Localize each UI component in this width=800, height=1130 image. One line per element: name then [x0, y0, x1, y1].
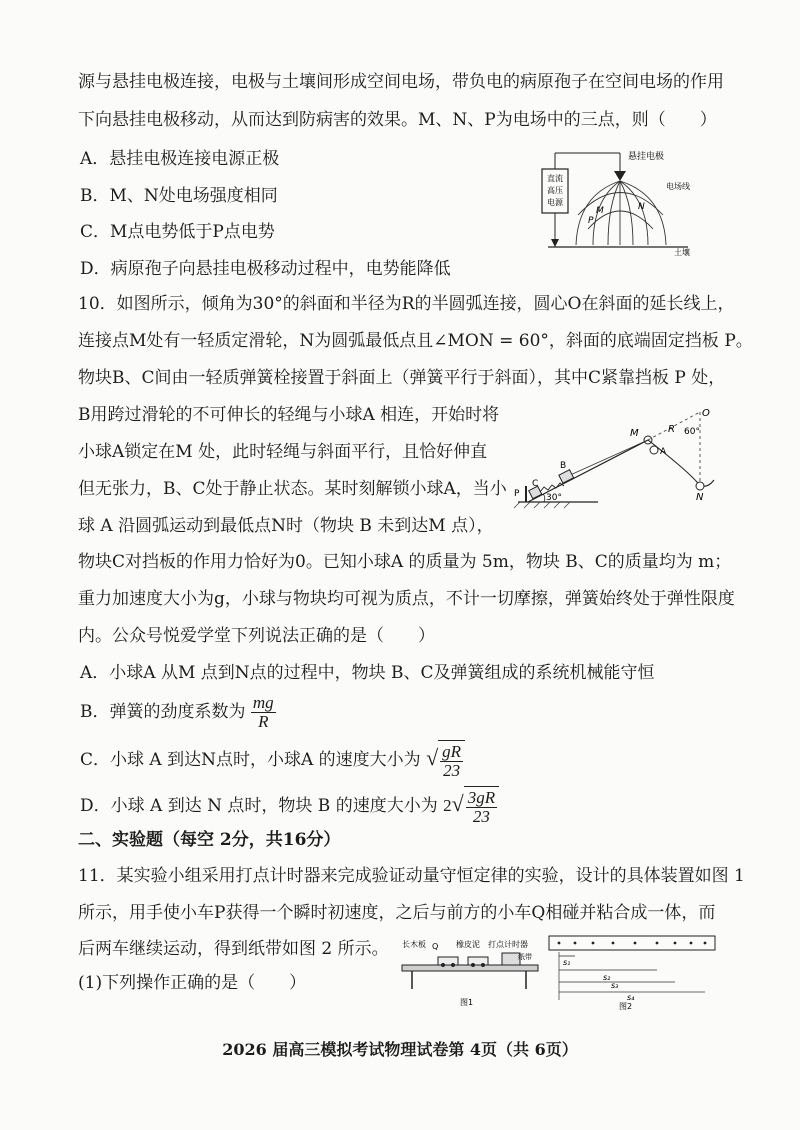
sqrt-icon: √ — [451, 791, 464, 816]
ball-a-label: A — [660, 447, 667, 457]
q11-line-1: 11．某实验小组采用打点计时器来完成验证动量守恒定律的实验，设计的具体装置如图 1 — [78, 866, 745, 886]
q10-line-7: 球 A 沿圆弧运动到最低点N时（物块 B 未到达M 点）， — [78, 516, 494, 536]
pulley-m-label: M — [630, 428, 639, 439]
center-o-label: O — [702, 408, 710, 419]
q10-line-9: 重力加速度大小为g，小球与物块均可视为质点，不计一切摩擦，弹簧始终处于弹性限度 — [78, 589, 735, 609]
q10-line-10: 内。公众号悦爱学堂下列说法正确的是（ ） — [78, 626, 435, 646]
q10-option-b — [80, 692, 276, 732]
s2-label: s₂ — [603, 973, 611, 982]
q10-option-d-fraction — [466, 789, 497, 826]
q10-line-4: B用跨过滑轮的不可伸长的轻绳与小球A 相连，开始时将 — [78, 405, 500, 425]
fraction-denominator: 23 — [472, 807, 490, 826]
block-b-label: B — [560, 461, 567, 471]
soil-label: 土壤 — [674, 248, 690, 257]
figure-1-caption: 图1 — [460, 998, 474, 1007]
q10-option-b-text: B．弹簧的劲度系数为 — [80, 702, 246, 722]
radius-r-label: R — [668, 424, 675, 435]
q9-line-1: 源与悬挂电极连接，电极与土壤间形成空间电场，带负电的病原孢子在空间电场的作用 — [78, 72, 724, 92]
page-footer: 2026 届高三模拟考试物理试卷第 4页（共 6页） — [222, 1040, 578, 1059]
point-p-label: P — [588, 216, 594, 226]
q10-option-b-fraction — [251, 694, 276, 731]
q10-option-d-text: D．小球 A 到达 N 点时，物块 B 的速度大小为 — [80, 796, 438, 816]
q10-line-3: 物块B、C间由一轻质弹簧栓接置于斜面上（弹簧平行于斜面），其中C紧靠挡板 P 处， — [78, 368, 726, 388]
q11-figure-2-tape — [545, 930, 725, 1010]
cart-q-label: Q — [432, 942, 439, 951]
q10-line-1: 10．如图所示，倾角为30°的斜面和半径为R的半圆弧连接，圆心O在斜面的延长线上， — [78, 294, 735, 314]
field-line-label: 电场线 — [666, 182, 690, 191]
barrier-p-label: P — [514, 489, 520, 499]
timer-label: 打点计时器 — [488, 940, 528, 949]
slope-angle-label: 30° — [546, 493, 562, 503]
point-n-label: N — [696, 492, 704, 503]
point-m-label: M — [596, 206, 604, 216]
s1-label: s₁ — [563, 958, 571, 967]
electrode-label: 悬挂电极 — [628, 152, 665, 162]
q10-line-8: 物块C对挡板的作用力恰好为0。已知小球A 的质量为 5m，物块 B、C的质量均为 m； — [78, 552, 732, 572]
q9-option-b: B．M、N处电场强度相同 — [80, 186, 278, 206]
q10-line-5: 小球A锁定在M 处，此时轻绳与斜面平行，且恰好伸直 — [78, 442, 488, 462]
block-c-label: C — [532, 479, 539, 489]
q10-incline-arc-figure — [508, 400, 718, 510]
q9-line-2: 下向悬挂电极移动，从而达到防病害的效果。M、N、P为电场中的三点，则（ ） — [78, 110, 717, 130]
s3-label: s₃ — [611, 981, 619, 990]
q11-figure-1-apparatus — [398, 935, 543, 1010]
section-2-heading: 二、实验题（每空 2分，共16分） — [78, 830, 341, 850]
tape-label: 纸带 — [518, 953, 532, 961]
source-label-2: 高压 — [547, 186, 563, 195]
clay-pad-label: 橡皮泥 — [456, 940, 480, 949]
fraction-numerator: mg — [252, 693, 274, 712]
q10-option-c-text: C．小球 A 到达N点时，小球A 的速度大小为 — [80, 750, 421, 770]
sqrt-icon: √ — [426, 745, 439, 770]
q11-line-2: 所示，用手使小车P获得一个瞬时初速度，之后与前方的小车Q相碰并粘合成一体，而 — [78, 903, 716, 923]
q10-option-c-fraction — [440, 743, 463, 780]
angle-60-label: 60° — [684, 427, 700, 437]
q9-option-a: A．悬挂电极连接电源正极 — [80, 149, 280, 169]
q9-option-d: D．病原孢子向悬挂电极移动过程中，电势能降低 — [80, 259, 451, 279]
source-label-3: 电源 — [547, 198, 563, 207]
q11-subquestion-1: (1)下列操作正确的是（ ） — [78, 973, 307, 993]
fraction-denominator: 23 — [443, 761, 461, 780]
s4-label: s₄ — [627, 993, 635, 1002]
point-n-label: N — [638, 202, 645, 212]
q10-option-c — [80, 738, 465, 781]
board-label: 长木板 — [402, 940, 426, 949]
q10-option-d — [80, 784, 499, 827]
q11-line-3: 后两车继续运动，得到纸带如图 2 所示。 — [78, 939, 389, 959]
fraction-numerator: 3gR — [467, 788, 496, 807]
q10-option-d-coefficient: 2 — [443, 796, 452, 815]
q9-option-c: C．M点电势低于P点电势 — [80, 222, 275, 242]
figure-2-caption: 图2 — [619, 1002, 633, 1010]
source-label-1: 直流 — [547, 174, 563, 183]
fraction-numerator: gR — [442, 742, 462, 761]
q10-line-2: 连接点M处有一轻质定滑轮，N为圆弧最低点且∠MON = 60°，斜面的底端固定挡板 P。 — [78, 331, 753, 351]
q9-electric-field-figure — [538, 145, 708, 257]
fraction-denominator: R — [258, 712, 269, 731]
q10-option-a: A．小球A 从M 点到N点的过程中，物块 B、C及弹簧组成的系统机械能守恒 — [80, 663, 655, 683]
q10-line-6: 但无张力，B、C处于静止状态。某时刻解锁小球A，当小 — [78, 479, 507, 499]
